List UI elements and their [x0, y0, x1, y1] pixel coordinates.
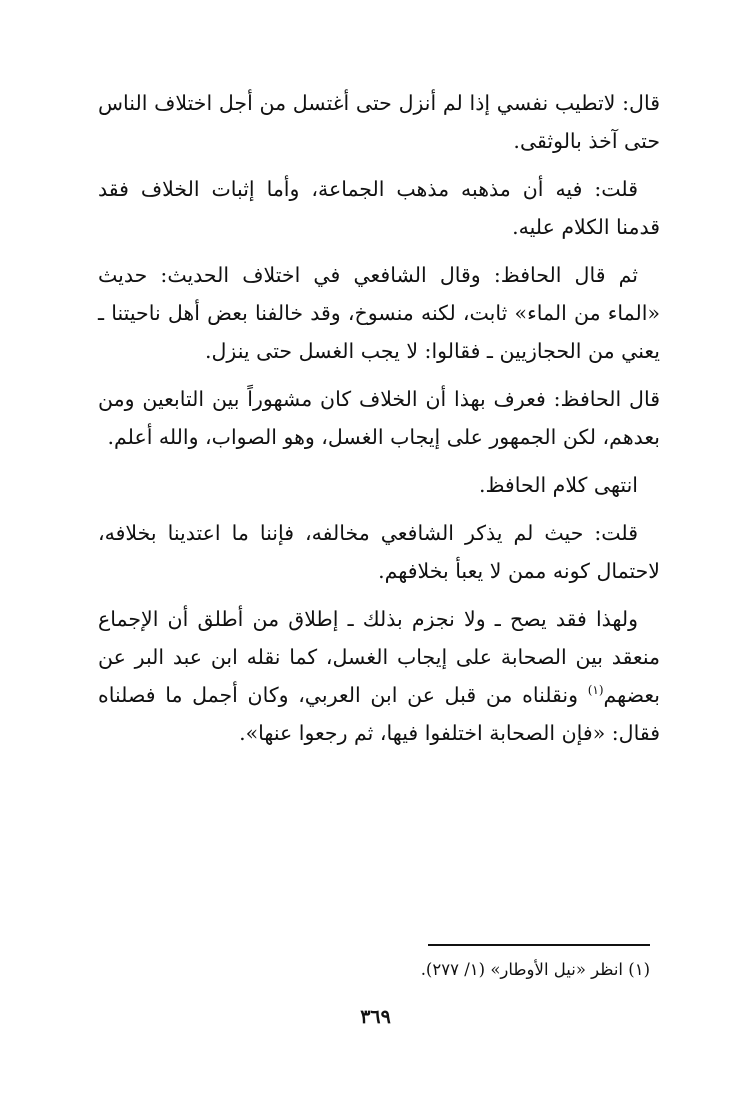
paragraph-7-after-ref: ونقلناه من قبل عن ابن العربي، وكان أجمل ما فصلناه فقال: «فإن الصحابة اختلفوا فيها، ثم رجعوا عنها». [98, 683, 660, 745]
footnote-reference[interactable]: (١) [587, 683, 604, 698]
page-body [98, 84, 660, 762]
footnote-divider [428, 944, 650, 946]
paragraph-2: قلت: فيه أن مذهبه مذهب الجماعة، وأما إثبات الخلاف فقد قدمنا الكلام عليه. [98, 177, 660, 239]
paragraph-5: انتهى كلام الحافظ. [478, 473, 638, 497]
paragraph-3: ثم قال الحافظ: وقال الشافعي في اختلاف الحديث: حديث «الماء من الماء» ثابت، لكنه منسوخ، وقد خالفنا بعض أهل ناحيتنا ـ يعني من الحجازيين ـ فقالوا: لا يجب الغسل حتى ينزل. [98, 263, 660, 363]
paragraph-7 [98, 600, 660, 752]
paragraph-7-before-ref: ولهذا فقد يصح ـ ولا نجزم بذلك ـ إطلاق من أطلق أن الإجماع منعقد بين الصحابة على إيجاب الغسل، كما نقله ابن عبد البر عن بعضهم [98, 607, 660, 707]
footnote: (١) انظر «نيل الأوطار» (١/ ٢٧٧). [420, 960, 650, 979]
paragraph-4: قال الحافظ: فعرف بهذا أن الخلاف كان مشهوراً بين التابعين ومن بعدهم، لكن الجمهور على إيجاب الغسل، وهو الصواب، والله أعلم. [98, 387, 660, 449]
paragraph-1: قال: لاتطيب نفسي إذا لم أنزل حتى أغتسل من أجل اختلاف الناس حتى آخذ بالوثقى. [98, 91, 660, 153]
paragraph-6: قلت: حيث لم يذكر الشافعي مخالفه، فإننا ما اعتدينا بخلافه، لاحتمال كونه ممن لا يعبأ بخلافهم. [98, 521, 660, 583]
page-number: ٣٦٩ [360, 1006, 391, 1028]
